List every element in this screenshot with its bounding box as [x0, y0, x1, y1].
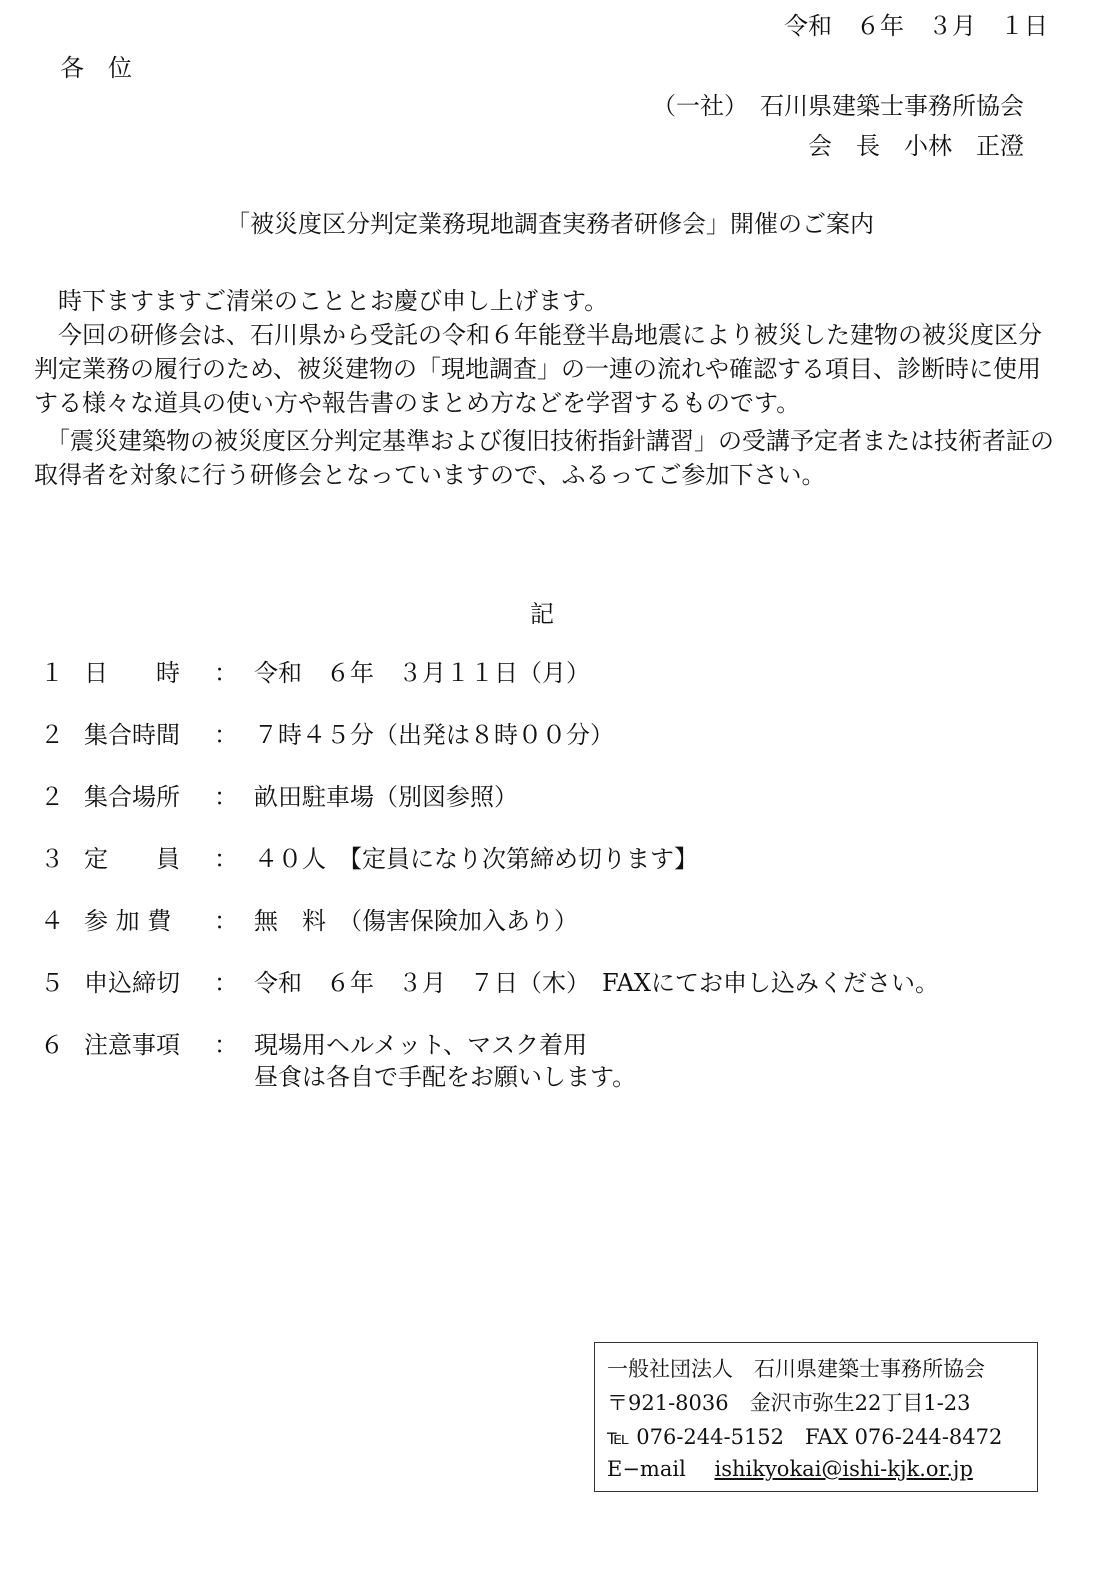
item-value: 令和 ６年 ３月 ７日（木） FAXにてお申し込みください。	[254, 969, 939, 997]
contact-address: 〒921-8036 金沢市弥生22丁目1-23	[607, 1391, 971, 1415]
item-label: 申込締切	[84, 969, 180, 997]
item-number: ４	[40, 907, 64, 935]
item-colon: ：	[214, 1031, 238, 1059]
item-colon: ：	[214, 907, 238, 935]
addressee: 各 位	[60, 54, 132, 82]
item-number: １	[40, 659, 64, 687]
list-item	[36, 842, 936, 876]
item-label: 注意事項	[84, 1031, 180, 1059]
item-value: 畝田駐車場（別図参照）	[254, 783, 518, 811]
list-item	[36, 966, 1036, 1000]
contact-box	[594, 1342, 1038, 1492]
item-value-line2: 昼食は各自で手配をお願いします。	[254, 1063, 637, 1091]
item-number: ５	[40, 969, 64, 997]
item-label: 日 時	[84, 659, 180, 687]
list-item	[36, 780, 936, 814]
list-item	[36, 656, 936, 690]
item-colon: ：	[214, 783, 238, 811]
contact-phone-fax: ℡ 076-244-5152 FAX 076-244-8472	[607, 1425, 1003, 1449]
item-value: 令和 ６年 ３月１１日（月）	[254, 659, 590, 687]
document-title: 「被災度区分判定業務現地調査実務者研修会」開催のご案内	[226, 210, 874, 238]
email-label: E−mail	[607, 1457, 686, 1481]
body-paragraph-1: 今回の研修会は、石川県から受託の令和６年能登半島地震により被災した建物の被災度区分判定業務の履行のため、被災建物の「現地調査」の一連の流れや確認する項目、診断時に使用する様々な道具の使い方や報告書のまとめ方などを学習するものです。	[34, 321, 1042, 417]
item-colon: ：	[214, 969, 238, 997]
item-colon: ：	[214, 659, 238, 687]
item-label: 集合時間	[84, 721, 180, 749]
email-link[interactable]: ishikyokai@ishi-kjk.or.jp	[714, 1457, 973, 1481]
item-value: ７時４５分（出発は８時００分）	[254, 721, 614, 749]
item-colon: ：	[214, 845, 238, 873]
item-label: 参 加 費	[84, 907, 172, 935]
item-number: ２	[40, 721, 64, 749]
sender-organization: （一社） 石川県建築士事務所協会	[652, 92, 1024, 120]
item-number: ６	[40, 1031, 64, 1059]
greeting-paragraph: 時下ますますご清栄のこととお慶び申し上げます。	[34, 287, 609, 315]
document-date: 令和 ６年 ３月 １日	[784, 12, 1048, 40]
list-item	[36, 718, 936, 752]
item-value: 現場用ヘルメット、マスク着用	[254, 1031, 588, 1059]
item-number: ３	[40, 845, 64, 873]
item-label: 定 員	[84, 845, 180, 873]
list-item	[36, 1028, 936, 1096]
item-number: ２	[40, 783, 64, 811]
sender-person: 会 長 小林 正澄	[808, 132, 1024, 160]
item-value: ４０人 【定員になり次第締め切ります】	[254, 845, 698, 873]
body-paragraph-2: 「震災建築物の被災度区分判定基準および復旧技術指針講習」の受講予定者または技術者証の取得者を対象に行う研修会となっていますので、ふるってご参加下さい。	[34, 427, 1054, 489]
item-colon: ：	[214, 721, 238, 749]
item-label: 集合場所	[84, 783, 180, 811]
contact-organization: 一般社団法人 石川県建築士事務所協会	[607, 1357, 985, 1381]
contact-email-row	[607, 1455, 973, 1483]
ki-heading: 記	[530, 600, 554, 628]
item-value: 無 料 （傷害保険加入あり）	[254, 907, 578, 935]
list-item	[36, 904, 936, 938]
